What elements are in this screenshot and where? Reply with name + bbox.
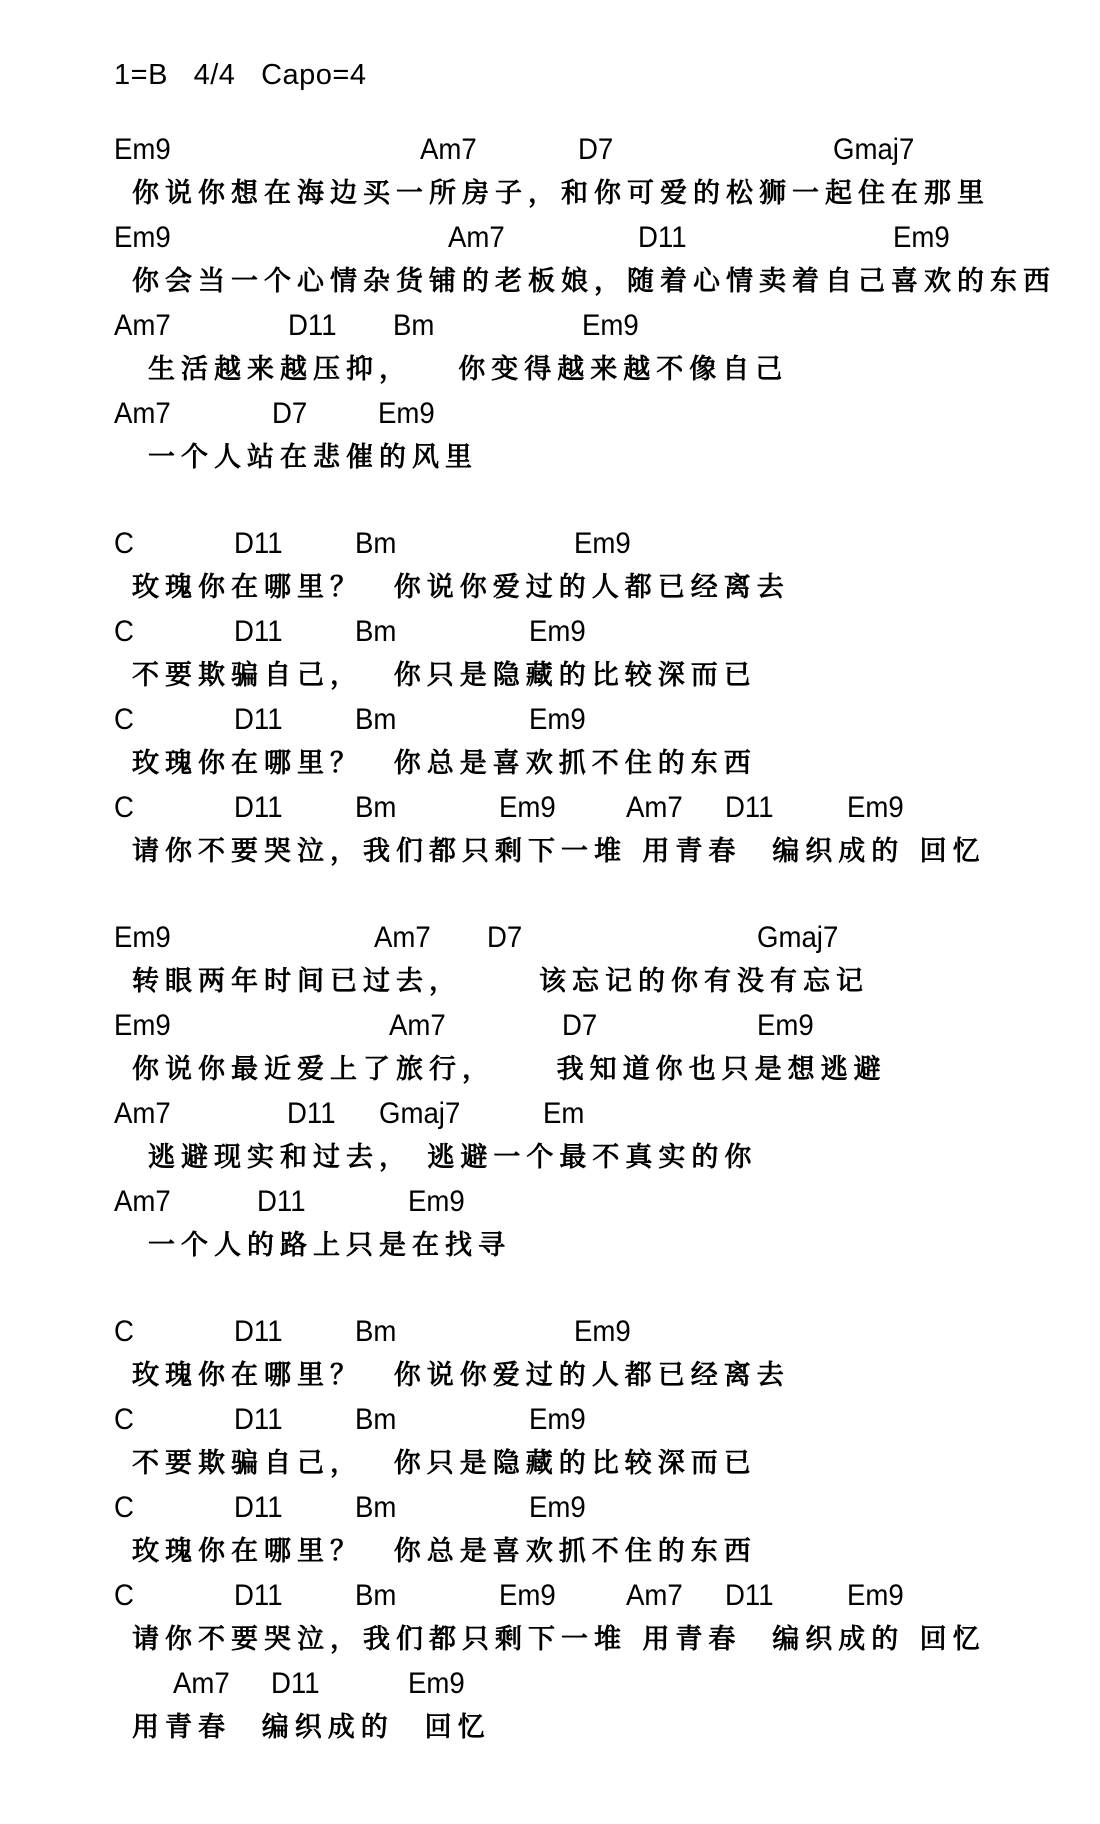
chord-symbol: Am7 bbox=[374, 921, 431, 954]
chord-symbol: Am7 bbox=[114, 1185, 171, 1218]
chord-symbol: Em9 bbox=[529, 1403, 586, 1436]
chord-symbol: D11 bbox=[234, 1403, 283, 1436]
chord-symbol: Em9 bbox=[114, 921, 171, 954]
lyric-line: 玫瑰你在哪里？ 你说你爱过的人都已经离去 bbox=[132, 1360, 790, 1391]
lyric-line: 转眼两年时间已过去， 该忘记的你有没有忘记 bbox=[132, 966, 869, 997]
chord-symbol: Am7 bbox=[114, 309, 171, 342]
chord-symbol: Bm bbox=[393, 309, 435, 342]
chord-symbol: D7 bbox=[562, 1009, 598, 1042]
chord-symbol: C bbox=[114, 1491, 134, 1524]
chord-symbol: Em9 bbox=[114, 133, 171, 166]
chord-symbol: C bbox=[114, 791, 134, 824]
chord-symbol: D11 bbox=[271, 1667, 320, 1700]
chord-symbol: Em bbox=[543, 1097, 585, 1130]
chord-symbol: Em9 bbox=[529, 703, 586, 736]
chord-symbol: Em9 bbox=[847, 791, 904, 824]
chord-symbol: Em9 bbox=[529, 615, 586, 648]
chord-symbol: D11 bbox=[234, 1579, 283, 1612]
chord-symbol: D11 bbox=[287, 1097, 336, 1130]
lyric-line: 你会当一个心情杂货铺的老板娘，随着心情卖着自己喜欢的东西 bbox=[132, 266, 1056, 297]
chord-symbol: D11 bbox=[234, 703, 283, 736]
chord-symbol: Em9 bbox=[499, 1579, 556, 1612]
lyric-line: 逃避现实和过去， 逃避一个最不真实的你 bbox=[148, 1142, 758, 1173]
chord-symbol: D7 bbox=[578, 133, 614, 166]
chord-symbol: Am7 bbox=[114, 1097, 171, 1130]
lyric-line: 不要欺骗自己， 你只是隐藏的比较深而已 bbox=[132, 1448, 757, 1479]
lyric-line: 你说你最近爱上了旅行， 我知道你也只是想逃避 bbox=[132, 1054, 887, 1085]
chord-symbol: Bm bbox=[355, 1491, 397, 1524]
chord-symbol: Bm bbox=[355, 1403, 397, 1436]
chord-symbol: Gmaj7 bbox=[833, 133, 915, 166]
chord-symbol: Am7 bbox=[389, 1009, 446, 1042]
chord-symbol: D7 bbox=[272, 397, 308, 430]
chord-symbol: Am7 bbox=[114, 397, 171, 430]
lyric-line: 玫瑰你在哪里？ 你总是喜欢抓不住的东西 bbox=[132, 748, 757, 779]
chord-symbol: D11 bbox=[257, 1185, 306, 1218]
lyric-line: 一个人站在悲催的风里 bbox=[148, 442, 478, 473]
chord-symbol: Em9 bbox=[582, 309, 639, 342]
chord-symbol: D11 bbox=[234, 527, 283, 560]
chord-symbol: Bm bbox=[355, 791, 397, 824]
chord-symbol: Em9 bbox=[378, 397, 435, 430]
chord-symbol: D11 bbox=[725, 791, 774, 824]
chord-symbol: Em9 bbox=[574, 527, 631, 560]
chord-symbol: Bm bbox=[355, 1315, 397, 1348]
chord-symbol: D11 bbox=[234, 791, 283, 824]
lyric-line: 一个人的路上只是在找寻 bbox=[148, 1230, 511, 1261]
chord-symbol: Am7 bbox=[626, 791, 683, 824]
chord-symbol: Am7 bbox=[448, 221, 505, 254]
chord-symbol: Bm bbox=[355, 615, 397, 648]
chord-symbol: Am7 bbox=[173, 1667, 230, 1700]
lyric-line: 用青春 编织成的 回忆 bbox=[132, 1712, 491, 1743]
chord-symbol: Em9 bbox=[408, 1185, 465, 1218]
chord-symbol: C bbox=[114, 1579, 134, 1612]
chord-symbol: C bbox=[114, 703, 134, 736]
chord-symbol: C bbox=[114, 1315, 134, 1348]
lyric-line: 你说你想在海边买一所房子，和你可爱的松狮一起住在那里 bbox=[132, 178, 990, 209]
chord-symbol: Em9 bbox=[574, 1315, 631, 1348]
chord-symbol: Em9 bbox=[529, 1491, 586, 1524]
chord-symbol: D7 bbox=[487, 921, 523, 954]
chord-symbol: C bbox=[114, 1403, 134, 1436]
chord-symbol: Gmaj7 bbox=[379, 1097, 461, 1130]
chord-symbol: Em9 bbox=[114, 1009, 171, 1042]
chord-symbol: D11 bbox=[234, 1315, 283, 1348]
lyric-line: 玫瑰你在哪里？ 你总是喜欢抓不住的东西 bbox=[132, 1536, 757, 1567]
chord-symbol: D11 bbox=[234, 615, 283, 648]
chord-symbol: Em9 bbox=[757, 1009, 814, 1042]
chord-symbol: Em9 bbox=[499, 791, 556, 824]
chord-symbol: Bm bbox=[355, 1579, 397, 1612]
lyric-line: 请你不要哭泣，我们都只剩下一堆 用青春 编织成的 回忆 bbox=[132, 1624, 986, 1655]
chord-symbol: Em9 bbox=[847, 1579, 904, 1612]
chord-symbol: Em9 bbox=[114, 221, 171, 254]
chord-symbol: Gmaj7 bbox=[757, 921, 839, 954]
chord-symbol: Em9 bbox=[893, 221, 950, 254]
chord-symbol: D11 bbox=[288, 309, 337, 342]
chord-symbol: C bbox=[114, 527, 134, 560]
key-time-capo-header: 1=B 4/4 Capo=4 bbox=[114, 59, 367, 91]
chord-symbol: Am7 bbox=[626, 1579, 683, 1612]
chord-symbol: Em9 bbox=[408, 1667, 465, 1700]
chord-symbol: D11 bbox=[234, 1491, 283, 1524]
lyric-line: 玫瑰你在哪里？ 你说你爱过的人都已经离去 bbox=[132, 572, 790, 603]
chord-symbol: Am7 bbox=[420, 133, 477, 166]
chord-symbol: D11 bbox=[638, 221, 687, 254]
chord-symbol: C bbox=[114, 615, 134, 648]
lyric-line: 生活越来越压抑， 你变得越来越不像自己 bbox=[148, 354, 789, 385]
chord-symbol: D11 bbox=[725, 1579, 774, 1612]
chord-symbol: Bm bbox=[355, 527, 397, 560]
lyric-line: 不要欺骗自己， 你只是隐藏的比较深而已 bbox=[132, 660, 757, 691]
lyric-line: 请你不要哭泣，我们都只剩下一堆 用青春 编织成的 回忆 bbox=[132, 836, 986, 867]
chord-symbol: Bm bbox=[355, 703, 397, 736]
